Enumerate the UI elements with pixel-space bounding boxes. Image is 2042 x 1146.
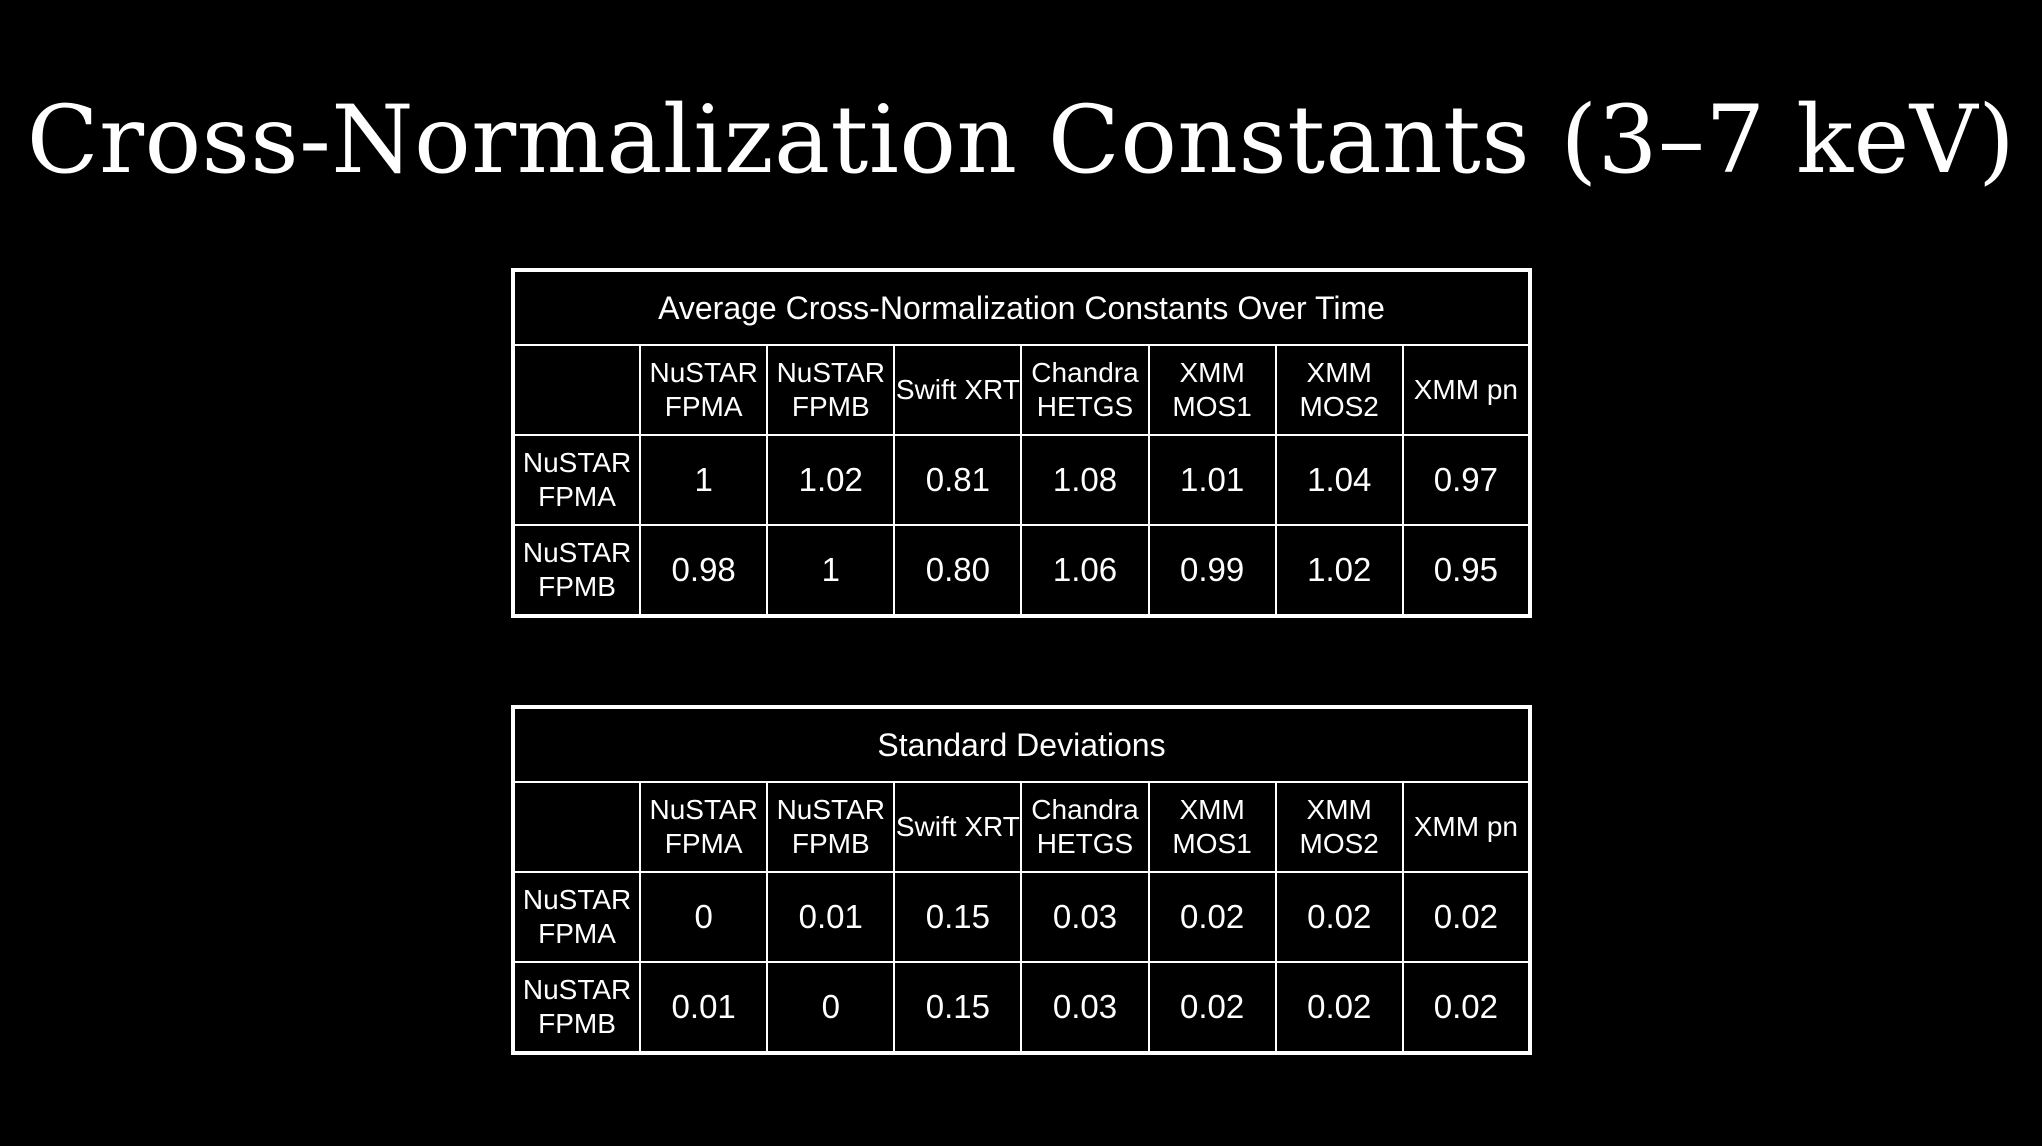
value-cell: 0.02 [1403,962,1530,1053]
value-cell: 0.95 [1403,525,1530,616]
value-cell: 0.80 [894,525,1021,616]
table-row [513,872,1530,962]
value-cell: 1.02 [767,435,894,525]
row-header: NuSTAR FPMA [513,435,640,525]
slide-title: Cross-Normalization Constants (3–7 keV) [26,86,2016,195]
value-cell: 1.02 [1276,525,1403,616]
value-cell: 0.01 [767,872,894,962]
value-cell: 0 [767,962,894,1053]
table-caption: Average Cross-Normalization Constants Over Time [513,270,1530,345]
value-cell: 1 [767,525,894,616]
column-header: NuSTAR FPMA [640,782,767,872]
column-header: Chandra HETGS [1021,345,1148,435]
table-row [513,962,1530,1053]
column-header: XMM pn [1403,782,1530,872]
column-header: NuSTAR FPMB [767,782,894,872]
value-cell: 0.99 [1149,525,1276,616]
value-cell: 0.02 [1403,872,1530,962]
table-caption: Standard Deviations [513,707,1530,782]
value-cell: 0.02 [1149,962,1276,1053]
value-cell: 1.08 [1021,435,1148,525]
value-cell: 0.15 [894,962,1021,1053]
standard-deviations-table [511,705,1532,1055]
value-cell: 1.04 [1276,435,1403,525]
column-header: XMM MOS1 [1149,782,1276,872]
average-constants-table [511,268,1532,618]
value-cell: 0.01 [640,962,767,1053]
corner-cell [513,345,640,435]
column-header: Swift XRT [894,782,1021,872]
value-cell: 0.03 [1021,872,1148,962]
row-header: NuSTAR FPMB [513,525,640,616]
corner-cell [513,782,640,872]
row-header: NuSTAR FPMB [513,962,640,1053]
value-cell: 0.03 [1021,962,1148,1053]
value-cell: 1.06 [1021,525,1148,616]
value-cell: 1.01 [1149,435,1276,525]
row-header: NuSTAR FPMA [513,872,640,962]
table-row [513,435,1530,525]
value-cell: 0.02 [1276,962,1403,1053]
column-header: NuSTAR FPMA [640,345,767,435]
column-header: Swift XRT [894,345,1021,435]
column-header: NuSTAR FPMB [767,345,894,435]
value-cell: 0.15 [894,872,1021,962]
value-cell: 0.02 [1276,872,1403,962]
column-header: XMM MOS2 [1276,782,1403,872]
value-cell: 0 [640,872,767,962]
column-header: Chandra HETGS [1021,782,1148,872]
column-header: XMM MOS1 [1149,345,1276,435]
table-row [513,525,1530,616]
value-cell: 0.97 [1403,435,1530,525]
value-cell: 1 [640,435,767,525]
value-cell: 0.98 [640,525,767,616]
value-cell: 0.02 [1149,872,1276,962]
value-cell: 0.81 [894,435,1021,525]
column-header: XMM MOS2 [1276,345,1403,435]
column-header: XMM pn [1403,345,1530,435]
